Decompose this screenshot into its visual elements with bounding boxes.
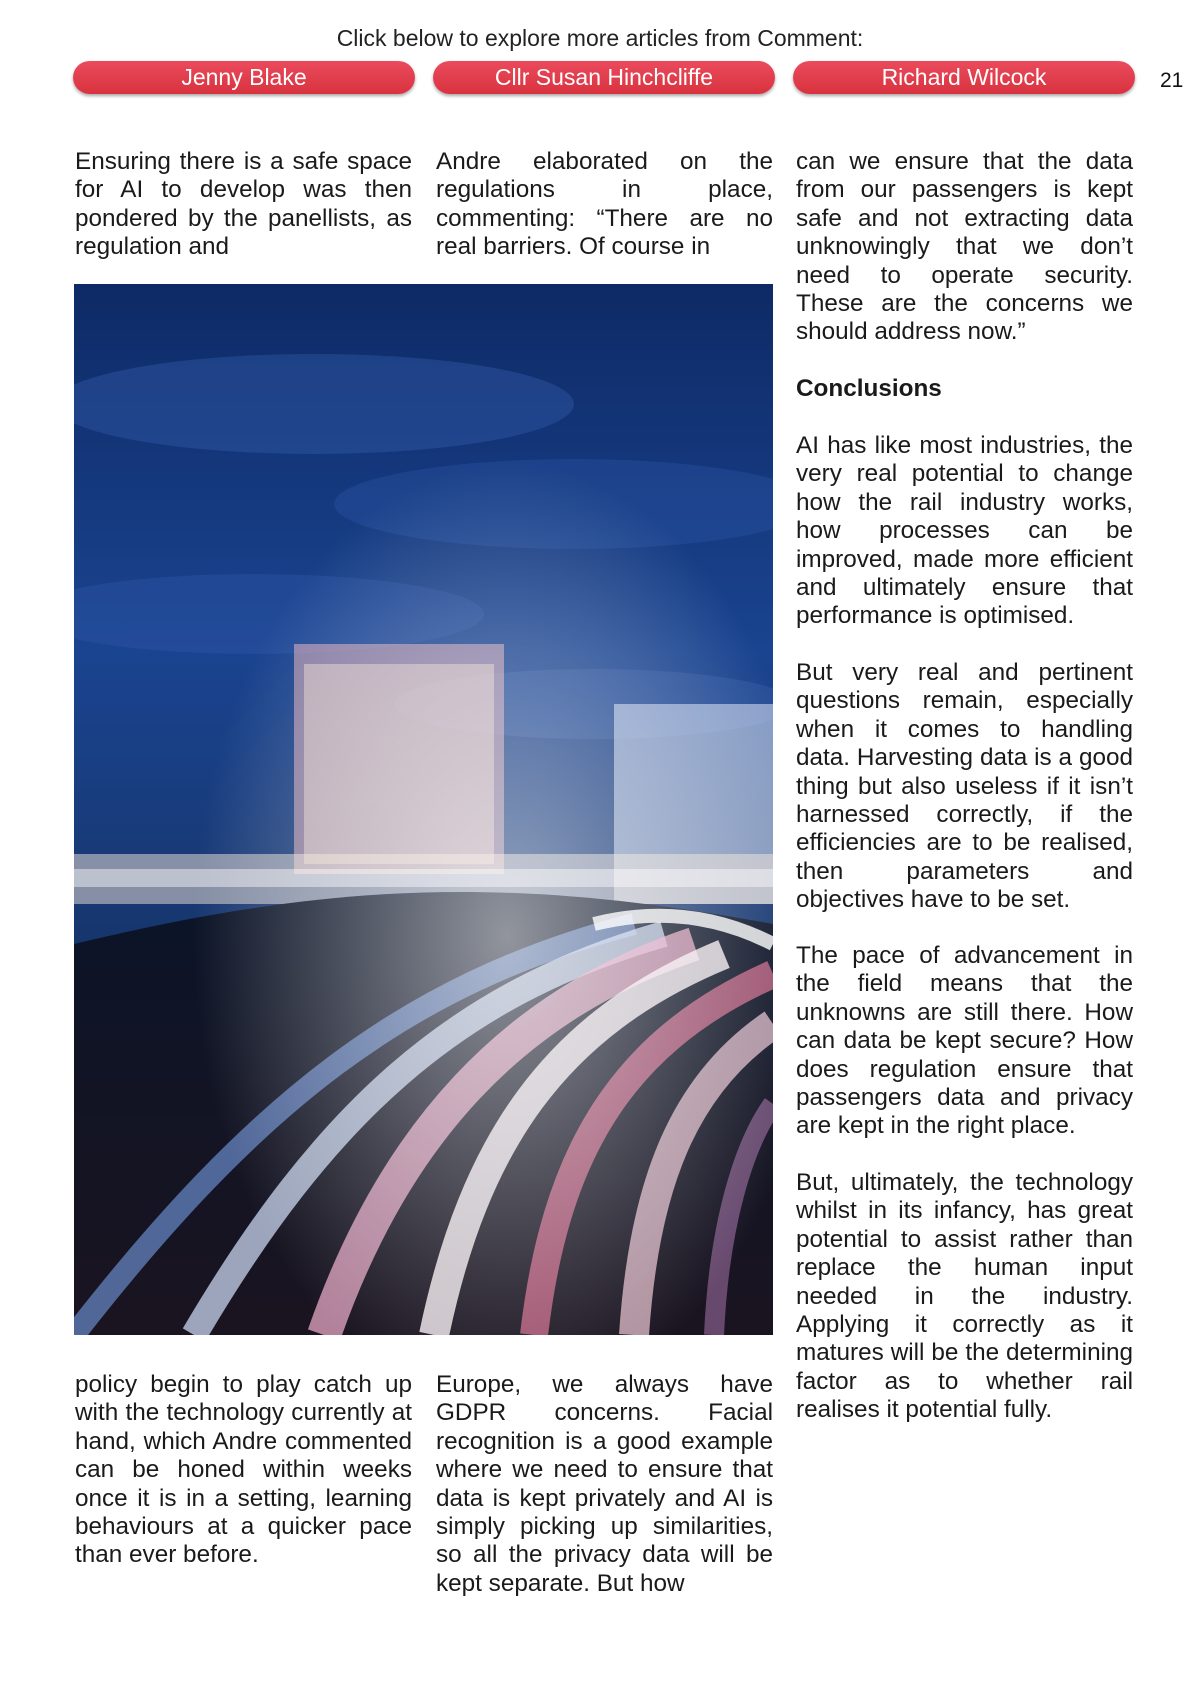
- article-col2-top: Andre elaborated on the regulations in place, commenting: “There are no real barriers. Of course in: [436, 148, 773, 261]
- motion-blur-rail-photo: [74, 284, 773, 1335]
- article-col3-para4: The pace of advancement in the field means that the unknowns are still there. How can data be kept secure? How does regulation ensure that passengers data and privacy are kept in the right place.: [796, 942, 1133, 1140]
- page-number: 21: [1160, 69, 1184, 92]
- author-button-susan-hinchcliffe[interactable]: Cllr Susan Hinchcliffe: [433, 61, 775, 94]
- rail-photo-illustration: [74, 284, 773, 1335]
- nav-caption: Click below to explore more articles from Comment:: [336, 25, 864, 51]
- article-col3-para2: AI has like most industries, the very real potential to change how the rail industry works, how processes can be improved, made more efficient and ultimately ensure that performance is optimised.: [796, 432, 1133, 630]
- article-col1-top: Ensuring there is a safe space for AI to develop was then pondered by the panellists, as regulation and: [75, 148, 412, 261]
- author-button-jenny-blake[interactable]: Jenny Blake: [73, 61, 415, 94]
- article-col3-para1: can we ensure that the data from our passengers is kept safe and not extracting data unknowingly that we don’t need to operate security. These are the concerns we should address now.”: [796, 148, 1133, 346]
- article-col3-para5: But, ultimately, the technology whilst in its infancy, has great potential to assist rather than replace the human input needed in the industry. Applying it correctly as it matures will be the determining factor as to whether rail realises it potential fully.: [796, 1169, 1133, 1424]
- author-button-richard-wilcock[interactable]: Richard Wilcock: [793, 61, 1135, 94]
- article-col2-bottom: Europe, we always have GDPR concerns. Facial recognition is a good example where we need to ensure that data is kept privately and AI is simply picking up similarities, so all the privacy data will be kept separate. But how: [436, 1371, 773, 1597]
- article-col3-para3: But very real and pertinent questions remain, especially when it comes to handling data. Harvesting data is a good thing but also useless if it isn’t harnessed correctly, if the efficiencies are to be realised, then parameters and objectives have to be set.: [796, 659, 1133, 914]
- article-col1-bottom: policy begin to play catch up with the technology currently at hand, which Andre commented can be honed within weeks once it is in a setting, learning behaviours at a quicker pace than ever before.: [75, 1371, 412, 1569]
- section-heading-conclusions: Conclusions: [796, 375, 942, 402]
